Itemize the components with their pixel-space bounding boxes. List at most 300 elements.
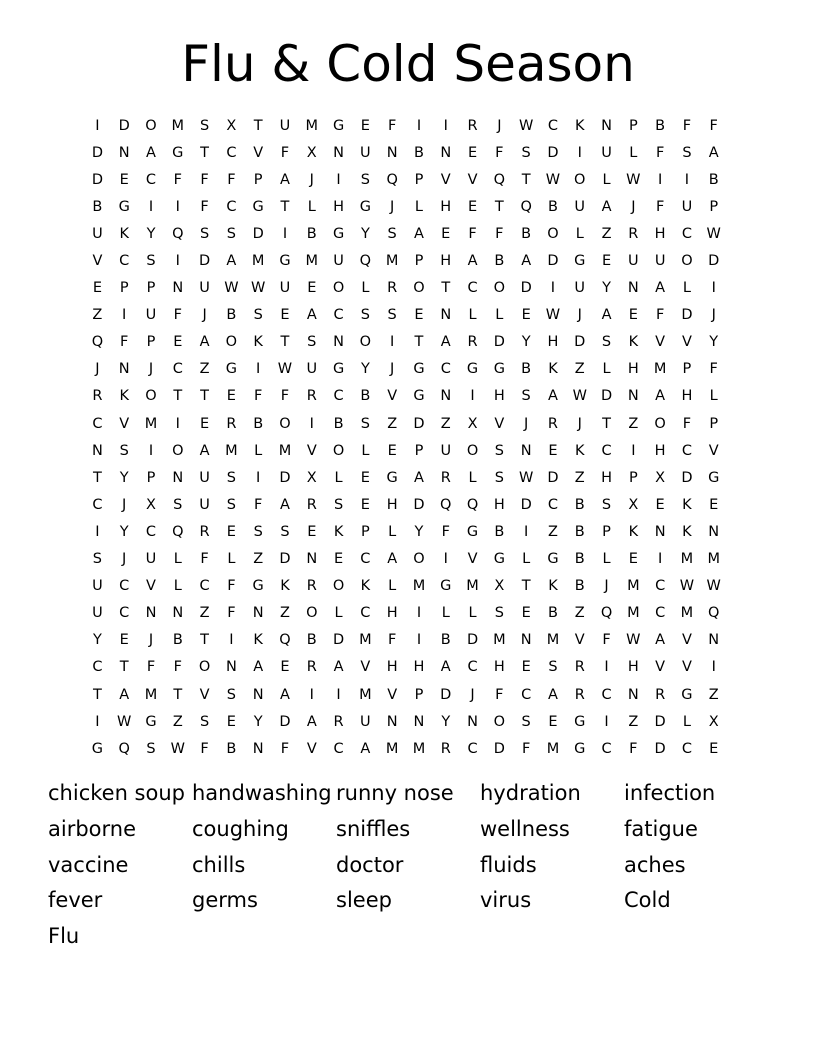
grid-letter: I <box>416 117 422 134</box>
word-bank-item: infection <box>624 781 716 805</box>
grid-letter: L <box>254 442 263 459</box>
grid-letter: U <box>628 253 639 270</box>
grid-letter: P <box>414 686 424 703</box>
grid-letter: B <box>253 415 264 432</box>
grid-letter: F <box>227 578 236 595</box>
grid-letter: T <box>494 198 504 215</box>
grid-letter: S <box>199 225 210 242</box>
grid-letter: J <box>202 307 207 324</box>
grid-letter: D <box>413 496 425 513</box>
grid-letter: J <box>390 198 395 215</box>
grid-letter: T <box>119 659 129 676</box>
grid-letter: A <box>414 225 424 242</box>
grid-letter: Z <box>547 523 558 540</box>
grid-letter: N <box>440 307 452 324</box>
grid-letter: E <box>307 523 317 540</box>
grid-letter: E <box>200 415 210 432</box>
grid-letter: F <box>254 388 263 405</box>
grid-letter: R <box>199 523 210 540</box>
grid-letter: I <box>95 713 100 730</box>
grid-letter: T <box>521 578 531 595</box>
grid-letter: T <box>200 632 210 649</box>
grid-letter: F <box>173 171 182 188</box>
grid-letter: R <box>547 415 558 432</box>
grid-letter: N <box>386 713 398 730</box>
grid-letter: T <box>280 198 290 215</box>
grid-letter: Y <box>360 225 370 242</box>
grid-letter: D <box>520 496 532 513</box>
word-bank-item: hydration <box>480 781 581 805</box>
grid-letter: Q <box>118 740 130 757</box>
grid-letter: N <box>440 144 452 161</box>
grid-letter: P <box>146 334 156 351</box>
grid-letter: J <box>122 551 127 568</box>
grid-letter: N <box>172 280 184 297</box>
grid-letter: M <box>707 551 720 568</box>
grid-letter: S <box>199 117 210 134</box>
grid-letter: P <box>414 442 424 459</box>
grid-letter: E <box>360 496 370 513</box>
word-bank-item: Cold <box>624 888 671 913</box>
grid-letter: H <box>493 659 505 676</box>
grid-letter: Z <box>387 415 398 432</box>
grid-letter: T <box>173 388 183 405</box>
grid-letter: Q <box>600 605 613 622</box>
grid-letter: U <box>601 144 612 161</box>
grid-letter: F <box>682 415 692 432</box>
grid-letter: F <box>120 334 129 351</box>
grid-letter: C <box>92 496 103 513</box>
grid-letter: Y <box>414 523 424 540</box>
grid-letter: O <box>145 388 157 405</box>
grid-letter: I <box>631 442 636 459</box>
grid-letter: T <box>200 388 210 405</box>
grid-letter: N <box>627 388 639 405</box>
grid-letter: Y <box>253 713 263 730</box>
grid-letter: K <box>628 334 639 351</box>
grid-letter: E <box>709 740 719 757</box>
grid-letter: U <box>92 605 103 622</box>
grid-letter: G <box>574 253 586 270</box>
grid-letter: H <box>601 469 612 486</box>
grid-letter: G <box>332 117 345 134</box>
grid-letter: F <box>227 605 236 622</box>
grid-letter: E <box>173 334 183 351</box>
grid-letter: A <box>521 253 532 270</box>
grid-letter: N <box>520 632 532 649</box>
grid-letter: N <box>708 632 720 649</box>
grid-letter: O <box>493 280 506 297</box>
grid-letter: W <box>170 740 185 757</box>
grid-letter: V <box>467 551 478 568</box>
grid-letter: A <box>280 686 290 703</box>
grid-letter: W <box>572 388 587 405</box>
grid-letter: N <box>386 144 398 161</box>
grid-letter: L <box>522 551 531 568</box>
word-bank-item: fatigue <box>624 816 698 841</box>
grid-letter: P <box>414 253 424 270</box>
grid-letter: A <box>547 388 558 405</box>
grid-letter: L <box>629 144 638 161</box>
grid-letter: H <box>440 253 452 270</box>
grid-letter: S <box>601 496 612 513</box>
grid-letter: F <box>495 686 504 703</box>
grid-letter: U <box>279 117 291 134</box>
grid-letter: A <box>280 496 290 513</box>
grid-letter: N <box>145 605 157 622</box>
grid-letter: O <box>172 442 184 459</box>
grid-letter: P <box>602 523 611 540</box>
grid-letter: C <box>145 171 157 188</box>
grid-letter: I <box>577 144 582 161</box>
grid-letter: C <box>440 361 451 378</box>
grid-letter: P <box>253 171 263 188</box>
grid-letter: G <box>118 198 130 215</box>
grid-letter: O <box>279 415 291 432</box>
word-bank-item: sleep <box>336 888 392 913</box>
grid-letter: Z <box>708 686 719 703</box>
grid-letter: V <box>253 144 264 161</box>
grid-letter: E <box>387 442 397 459</box>
word-bank-item: virus <box>480 888 532 913</box>
grid-letter: G <box>440 578 452 595</box>
grid-letter: F <box>602 632 611 649</box>
grid-letter: K <box>682 523 692 540</box>
grid-letter: P <box>709 198 719 215</box>
grid-letter: N <box>252 740 264 757</box>
grid-letter: R <box>440 740 451 757</box>
grid-letter: S <box>360 307 370 324</box>
grid-letter: U <box>92 225 103 242</box>
grid-letter: L <box>468 469 477 486</box>
grid-letter: V <box>655 334 666 351</box>
grid-letter: S <box>521 713 531 730</box>
grid-letter: E <box>467 198 478 215</box>
grid-letter: S <box>226 686 236 703</box>
grid-letter: B <box>413 144 424 161</box>
grid-letter: D <box>118 117 130 134</box>
grid-letter: H <box>386 496 398 513</box>
grid-letter: R <box>574 659 585 676</box>
grid-letter: J <box>524 415 529 432</box>
grid-letter: P <box>628 117 638 134</box>
grid-letter: S <box>92 551 102 568</box>
grid-letter: F <box>387 632 397 649</box>
grid-letter: M <box>627 605 640 622</box>
grid-letter: B <box>574 578 585 595</box>
grid-letter: V <box>574 632 585 649</box>
grid-letter: C <box>681 740 692 757</box>
grid-letter: B <box>655 117 666 134</box>
grid-letter: N <box>306 551 318 568</box>
grid-letter: D <box>708 253 720 270</box>
grid-letter: M <box>412 578 426 595</box>
grid-letter: E <box>92 280 102 297</box>
grid-letter: E <box>119 632 129 649</box>
grid-letter: Z <box>574 605 585 622</box>
grid-letter: F <box>200 740 209 757</box>
grid-letter: N <box>440 388 452 405</box>
grid-letter: J <box>390 361 395 378</box>
grid-letter: V <box>306 740 317 757</box>
grid-letter: Z <box>440 415 451 432</box>
grid-letter: S <box>494 442 504 459</box>
grid-letter: E <box>521 307 531 324</box>
grid-letter: F <box>280 144 290 161</box>
grid-letter: C <box>226 144 237 161</box>
grid-letter: A <box>440 334 451 351</box>
grid-letter: I <box>470 388 475 405</box>
word-bank-item: germs <box>192 888 258 913</box>
grid-letter: F <box>655 307 665 324</box>
grid-letter: E <box>521 605 531 622</box>
grid-letter: I <box>604 713 609 730</box>
grid-letter: W <box>706 225 721 242</box>
grid-letter: G <box>466 361 479 378</box>
grid-letter: C <box>360 605 371 622</box>
grid-letter: N <box>91 442 103 459</box>
grid-letter: D <box>520 280 532 297</box>
grid-letter: W <box>117 713 132 730</box>
grid-letter: G <box>493 551 505 568</box>
grid-letter: R <box>92 388 103 405</box>
grid-letter: U <box>199 469 210 486</box>
grid-letter: G <box>332 361 345 378</box>
grid-letter: S <box>119 442 129 459</box>
grid-letter: Y <box>602 280 611 297</box>
grid-letter: D <box>279 551 291 568</box>
grid-letter: J <box>577 307 582 324</box>
grid-letter: A <box>655 632 666 649</box>
grid-letter: G <box>466 523 479 540</box>
grid-letter: F <box>280 740 290 757</box>
grid-letter: M <box>546 740 560 757</box>
grid-letter: A <box>199 334 210 351</box>
grid-letter: G <box>252 578 264 595</box>
grid-letter: H <box>333 198 345 215</box>
grid-letter: B <box>494 523 505 540</box>
grid-letter: U <box>654 253 666 270</box>
grid-letter: O <box>225 334 238 351</box>
grid-letter: E <box>360 117 370 134</box>
grid-letter: Q <box>359 253 372 270</box>
grid-letter: K <box>682 496 692 513</box>
grid-letter: V <box>119 415 130 432</box>
grid-letter: I <box>443 551 448 568</box>
grid-letter: W <box>277 361 293 378</box>
grid-letter: E <box>226 523 236 540</box>
grid-letter: C <box>681 442 692 459</box>
grid-letter: Z <box>199 605 210 622</box>
grid-letter: O <box>198 659 211 676</box>
grid-letter: W <box>545 307 561 324</box>
word-bank-item: handwashing <box>192 781 332 805</box>
grid-letter: W <box>224 280 239 297</box>
grid-letter: K <box>253 632 263 649</box>
grid-letter: L <box>388 578 397 595</box>
grid-letter: B <box>574 496 585 513</box>
grid-letter: X <box>226 117 237 134</box>
grid-letter: N <box>172 605 184 622</box>
grid-letter: M <box>359 632 372 649</box>
grid-letter: M <box>144 686 158 703</box>
grid-letter: S <box>226 496 236 513</box>
grid-letter: I <box>416 632 422 649</box>
grid-letter: A <box>199 442 210 459</box>
grid-letter: S <box>199 713 210 730</box>
grid-letter: C <box>333 740 344 757</box>
grid-letter: G <box>145 713 157 730</box>
grid-letter: L <box>173 551 182 568</box>
grid-letter: A <box>253 659 264 676</box>
grid-letter: T <box>602 415 611 432</box>
grid-letter: O <box>413 551 425 568</box>
grid-letter: W <box>518 469 534 486</box>
grid-letter: O <box>332 442 345 459</box>
grid-letter: W <box>518 117 534 134</box>
grid-letter: V <box>708 442 719 459</box>
grid-letter: K <box>253 334 263 351</box>
grid-letter: I <box>550 280 556 297</box>
grid-letter: S <box>494 605 504 622</box>
grid-letter: K <box>548 578 558 595</box>
grid-letter: D <box>466 632 479 649</box>
grid-letter: N <box>601 117 612 134</box>
grid-letter: A <box>547 686 558 703</box>
grid-letter: W <box>251 280 266 297</box>
grid-letter: V <box>387 388 398 405</box>
grid-letter: P <box>146 280 156 297</box>
grid-letter: C <box>547 496 558 513</box>
grid-letter: D <box>654 713 666 730</box>
grid-letter: N <box>627 280 639 297</box>
grid-letter: Q <box>440 496 452 513</box>
grid-letter: K <box>280 578 290 595</box>
grid-letter: K <box>548 361 558 378</box>
grid-letter: N <box>225 659 237 676</box>
grid-letter: B <box>494 253 505 270</box>
grid-letter: R <box>306 659 317 676</box>
grid-letter: V <box>146 578 156 595</box>
grid-letter: B <box>306 632 317 649</box>
grid-letter: S <box>146 253 156 270</box>
grid-letter: G <box>413 361 425 378</box>
grid-letter: D <box>199 253 211 270</box>
grid-letter: R <box>333 713 344 730</box>
grid-letter: C <box>360 551 371 568</box>
grid-letter: G <box>547 551 559 568</box>
grid-letter: C <box>92 659 103 676</box>
grid-letter: I <box>711 280 716 297</box>
grid-letter: F <box>173 659 182 676</box>
grid-letter: H <box>386 605 398 622</box>
grid-letter: A <box>280 171 290 188</box>
grid-letter: Z <box>253 551 264 568</box>
grid-letter: D <box>440 686 452 703</box>
grid-letter: H <box>681 388 693 405</box>
grid-letter: I <box>657 171 663 188</box>
grid-letter: L <box>709 388 718 405</box>
grid-letter: T <box>280 334 290 351</box>
grid-letter: G <box>413 388 425 405</box>
grid-letter: C <box>601 740 612 757</box>
grid-letter: B <box>574 551 585 568</box>
grid-letter: I <box>282 225 288 242</box>
grid-letter: Q <box>708 605 720 622</box>
grid-letter: N <box>172 469 184 486</box>
grid-letter: D <box>279 713 291 730</box>
grid-letter: A <box>119 686 130 703</box>
grid-letter: B <box>306 225 317 242</box>
grid-letter: C <box>172 361 183 378</box>
grid-letter: I <box>229 632 234 649</box>
grid-letter: M <box>546 632 560 649</box>
grid-letter: J <box>604 578 609 595</box>
word-bank-item: coughing <box>192 816 289 841</box>
grid-letter: R <box>387 280 398 297</box>
grid-letter: G <box>386 469 398 486</box>
grid-letter: Z <box>628 713 639 730</box>
grid-letter: J <box>470 686 475 703</box>
grid-letter: C <box>119 605 130 622</box>
grid-letter: G <box>91 740 104 757</box>
grid-letter: T <box>521 171 531 188</box>
grid-letter: G <box>332 225 345 242</box>
grid-letter: Y <box>92 632 102 649</box>
grid-letter: O <box>306 605 318 622</box>
grid-letter: S <box>494 469 504 486</box>
grid-letter: P <box>682 361 692 378</box>
grid-letter: F <box>709 117 718 134</box>
grid-letter: O <box>145 117 157 134</box>
grid-letter: U <box>360 144 371 161</box>
word-bank-item: runny nose <box>336 781 454 805</box>
grid-letter: A <box>306 713 317 730</box>
grid-letter: U <box>574 198 586 215</box>
grid-letter: E <box>226 388 236 405</box>
grid-letter: U <box>440 442 452 459</box>
grid-letter: A <box>333 659 344 676</box>
grid-letter: L <box>334 605 343 622</box>
grid-letter: Q <box>493 171 506 188</box>
grid-letter: F <box>521 740 531 757</box>
grid-letter: F <box>254 496 263 513</box>
grid-letter: N <box>520 442 532 459</box>
grid-letter: T <box>253 117 263 134</box>
grid-letter: Q <box>172 225 184 242</box>
grid-letter: D <box>493 740 505 757</box>
grid-letter: G <box>708 469 720 486</box>
grid-letter: I <box>175 415 180 432</box>
grid-letter: R <box>306 578 317 595</box>
grid-letter: H <box>654 442 666 459</box>
grid-letter: S <box>226 469 236 486</box>
grid-letter: M <box>493 632 506 649</box>
grid-letter: R <box>655 686 666 703</box>
grid-letter: D <box>91 171 103 188</box>
grid-letter: V <box>199 686 210 703</box>
grid-letter: D <box>681 469 693 486</box>
grid-letter: L <box>468 605 477 622</box>
grid-letter: I <box>604 659 609 676</box>
grid-letter: I <box>684 171 690 188</box>
grid-letter: M <box>412 740 426 757</box>
word-bank-item: doctor <box>336 852 404 877</box>
grid-letter: A <box>414 469 424 486</box>
grid-letter: H <box>654 225 666 242</box>
grid-letter: H <box>413 659 425 676</box>
grid-letter: V <box>655 659 666 676</box>
